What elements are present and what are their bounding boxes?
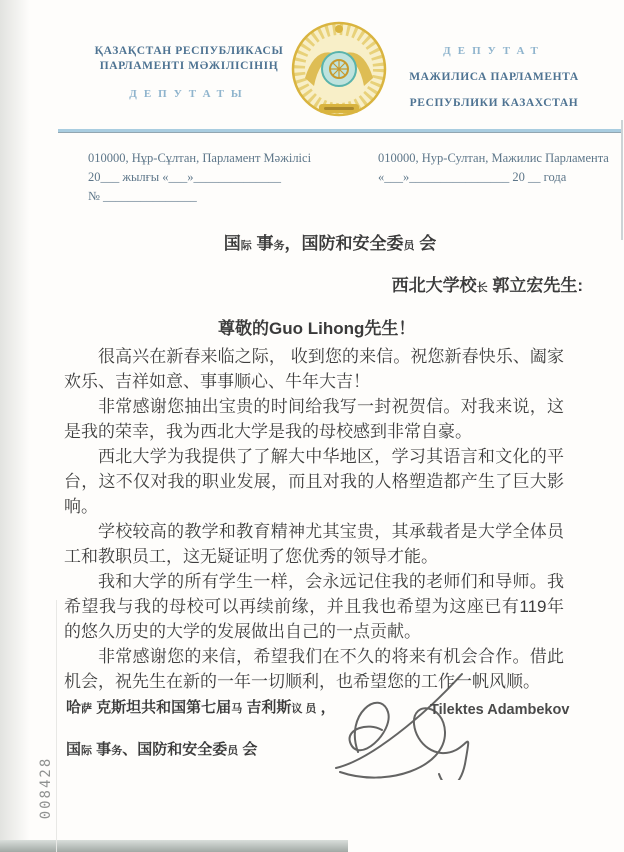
signature-name: Tilektes Adambekov [430,702,570,718]
letter-body [64,344,564,694]
recipient-seg: 长 [476,282,488,294]
signer-title-seg: 萨 [81,703,93,715]
letterhead-russian-line2: МАЖИЛИСА ПАРЛАМЕНТА [409,71,579,83]
letterhead-kazakh-line2: ПАРЛАМЕНТІ МӘЖІЛІСІНІҢ [99,60,279,72]
signer-title-seg: 克斯坦共和国第七届 [92,699,232,716]
committee-footer-seg: 员 [227,745,239,757]
scan-bottom-edge [0,840,348,852]
body-paragraph: 我和大学的所有学生一样，会永远记住我的老师们和导师。我希望我与我的母校可以再续前缘，并且我也希望为这座已有119年的悠久历史的大学的发展做出自己的一点贡献。 [64,572,564,641]
signer-title-seg: 议 员 [291,703,317,715]
scan-right-edge [621,120,623,240]
letterhead-russian-deputy: ДЕПУТАТ [443,45,545,57]
body-paragraph: 非常感谢您的来信，希望我们在不久的将来有机会合作。借此机会，祝先生在新的一年一切顺利，也希望您的工作一帆风顺。 [64,647,564,691]
committee-heading-seg: 务 [273,240,285,252]
recipient-seg: 郭立宏先生: [487,276,583,295]
committee-heading-seg: 际 [240,240,252,252]
committee-heading-seg: 事 [251,234,274,253]
committee-heading-seg: ，国防和安全委 [284,234,404,253]
signer-title-line [66,696,336,717]
committee-heading-seg: 员 [403,240,415,252]
committee-footer-seg: 会 [238,741,258,758]
committee-heading [130,229,530,254]
committee-heading-seg: 国 [223,234,241,253]
address-block-kazakh [88,149,311,206]
letterhead-kazakh [64,44,314,102]
signer-title-seg: ， [316,699,336,716]
letterhead-russian-line3: РЕСПУБЛИКИ КАЗАХСТАН [409,97,579,109]
recipient-seg: 西北大学校 [391,276,477,295]
reference-number-blank: № _______________ [88,189,197,203]
letterhead-divider [58,129,621,133]
committee-footer-seg: 务 [111,745,123,757]
serial-number: 008428 [38,756,54,820]
date-blank-kazakh: 20___ жылғы «___»______________ [88,170,282,184]
recipient-line [392,271,583,296]
committee-footer-seg: 际 [81,745,93,757]
body-paragraph: 学校较高的教学和教育精神尤其宝贵，其承载者是大学全体员工和教职员工，这无疑证明了您优秀的领导才能。 [64,522,564,566]
handwritten-signature-icon [328,672,483,780]
letterhead-russian [378,44,610,111]
address-block-russian [378,149,609,187]
body-paragraph: 非常感谢您抽出宝贵的时间给我写一封祝贺信。对我来说，这是我的荣幸，我为西北大学是我的母校感到非常自豪。 [64,397,564,441]
signer-title-seg: 哈 [66,699,82,716]
committee-footer-seg: 国 [66,741,82,758]
body-paragraph: 西北大学为我提供了了解大中华地区，学习其语言和文化的平台，这不仅对我的职业发展，而且对我的人格塑造都产生了巨大影响。 [64,447,564,516]
kazakhstan-state-emblem-icon [289,16,389,122]
salutation: 尊敬的Guo Lihong先生！ [218,319,416,338]
signer-title-seg: 马 [231,703,243,715]
committee-footer-seg: 、国防和安全委 [122,741,228,758]
address-russian-line1: 010000, Нур-Султан, Мажилис Парламента [378,151,609,165]
scan-left-shadow [0,0,30,852]
paper-crease [56,600,57,852]
date-blank-russian: «___»________________ 20 __ года [378,170,567,184]
committee-footer-line [66,738,257,759]
committee-footer-seg: 事 [92,741,112,758]
letterhead-kazakh-line1: ҚАЗАҚСТАН РЕСПУБЛИКАСЫ [94,45,284,57]
body-paragraph: 很高兴在新春来临之际， 收到您的来信。祝您新春快乐、阖家欢乐、吉祥如意、事事顺心、牛年大吉！ [64,347,564,391]
letterhead-kazakh-deputy: ДЕПУТАТЫ [129,88,249,100]
signer-title-seg: 吉利斯 [242,699,292,716]
address-kazakh-line1: 010000, Нұр-Сұлтан, Парламент Мәжілісі [88,151,312,165]
committee-heading-seg: 会 [414,234,437,253]
